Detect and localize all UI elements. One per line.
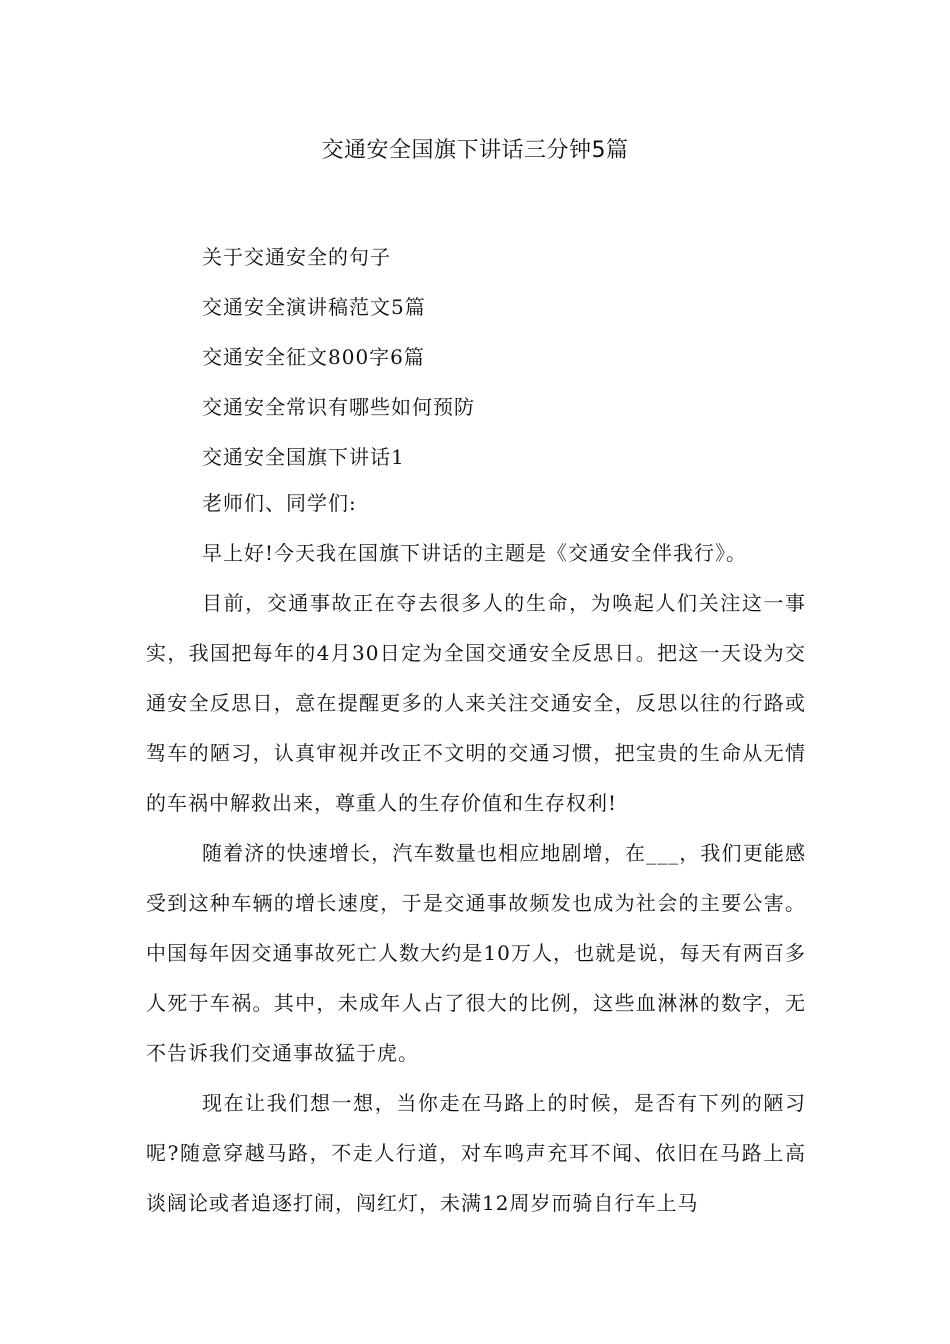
related-link-sentences[interactable]: 关于交通安全的句子 — [202, 245, 391, 269]
salutation: 老师们、同学们: — [202, 491, 357, 515]
speech-body — [146, 478, 806, 1228]
related-link-safety-tips[interactable]: 交通安全常识有哪些如何预防 — [202, 395, 475, 419]
related-link-speech-samples[interactable]: 交通安全演讲稿范文5篇 — [202, 295, 426, 319]
related-links-list — [202, 232, 822, 482]
related-link-essays[interactable]: 交通安全征文800字6篇 — [202, 345, 425, 369]
document-title: 交通安全国旗下讲话三分钟5篇 — [321, 138, 629, 163]
opening-line: 早上好!今天我在国旗下讲话的主题是《交通安全伴我行》。 — [202, 541, 748, 565]
related-link-flag-speech-1[interactable]: 交通安全国旗下讲话1 — [202, 445, 405, 469]
paragraph-bad-habits: 现在让我们想一想，当你走在马路上的时候，是否有下列的陋习呢?随意穿越马路，不走人行道，对车鸣声充耳不闻、依旧在马路上高谈阔论或者追逐打闹，闯红灯，未满12周岁而骑自行车上马 — [146, 1091, 806, 1215]
paragraph-accident-statistics: 随着济的快速增长，汽车数量也相应地剧增，在___，我们更能感受到这种车辆的增长速度，于是交通事故频发也成为社会的主要公害。中国每年因交通事故死亡人数大约是10万人，也就是说，每天有两百多人死于车祸。其中，未成年人占了很大的比例，这些血淋淋的数字，无不告诉我们交通事故猛于虎。 — [146, 841, 806, 1065]
paragraph-reflection-day: 目前，交通事故正在夺去很多人的生命，为唤起人们关注这一事实，我国把每年的4月30日定为全国交通安全反思日。把这一天设为交通安全反思日，意在提醒更多的人来关注交通安全，反思以往的行路或驾车的陋习，认真审视并改正不文明的交通习惯，把宝贵的生命从无情的车祸中解救出来，尊重人的生存价值和生存权利! — [146, 591, 806, 815]
